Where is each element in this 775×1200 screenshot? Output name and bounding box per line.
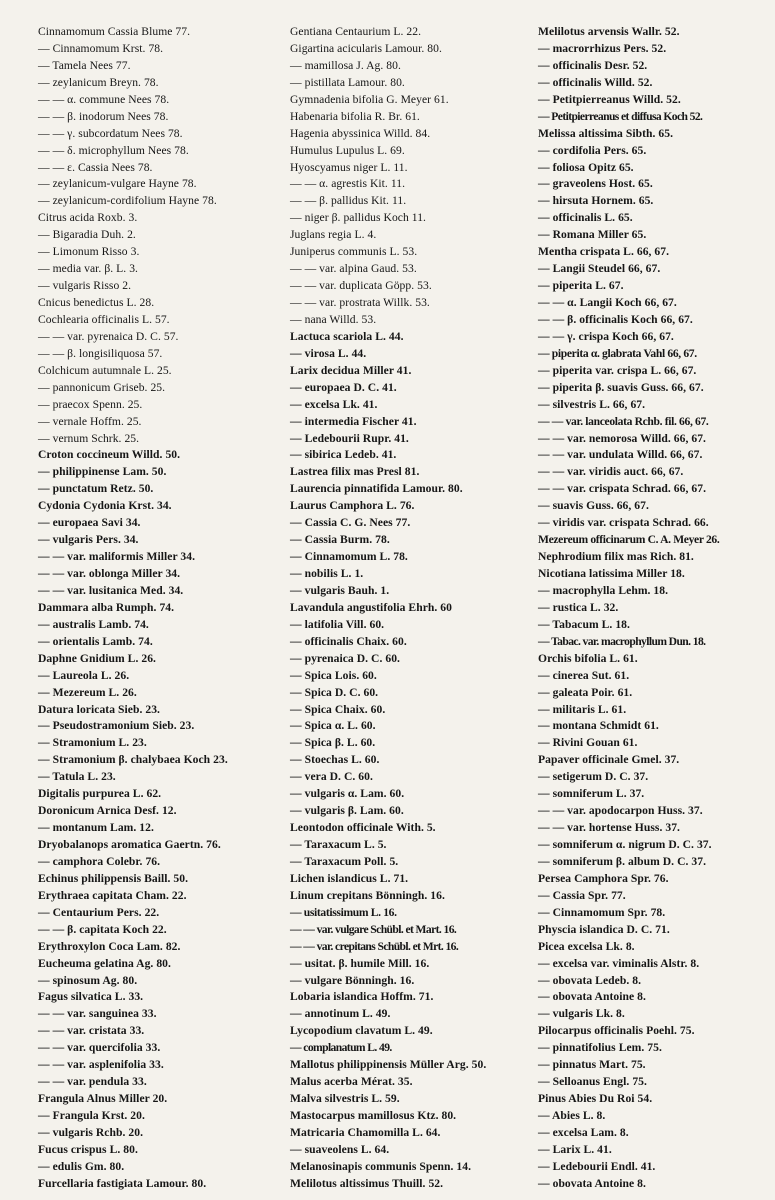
index-entry: — Stramonium L. 23. <box>38 736 147 750</box>
index-entry: — media var. β. L. 3. <box>38 262 138 276</box>
index-column-3 <box>538 24 766 1200</box>
index-entry: — Frangula Krst. 20. <box>38 1109 145 1122</box>
index-entry: Gymnadenia bifolia G. Meyer 61. <box>290 92 449 106</box>
index-entry: — philippinense Lam. 50. <box>38 465 167 479</box>
index-entry: — Limonum Risso 3. <box>38 245 140 259</box>
index-entry: — Taraxacum Poll. 5. <box>290 854 399 868</box>
index-entry: — Selloanus Engl. 75. <box>538 1075 647 1089</box>
index-entry: Mallotus philippinensis Müller Arg. 50. <box>290 1058 487 1072</box>
index-entry: Citrus acida Roxb. 3. <box>38 211 138 225</box>
index-entry: — camphora Colebr. 76. <box>38 854 161 868</box>
index-entry: — zeylanicum Breyn. 78. <box>38 75 159 89</box>
index-entry: — Stramonium β. chalybaea Koch 23. <box>38 753 228 767</box>
index-entry: — nobilis L. 1. <box>290 567 364 580</box>
index-entry: — spinosum Ag. 80. <box>38 973 138 987</box>
index-entry: Gentiana Centaurium L. 22. <box>290 25 422 38</box>
index-entry: — cinerea Sut. 61. <box>538 668 630 682</box>
index-entry: Mentha crispata L. 66, 67. <box>538 245 670 259</box>
index-entry: — — ε. Cassia Nees 78. <box>38 160 153 174</box>
index-entry: — Spica Lois. 60. <box>290 668 377 682</box>
index-entry: Orchis bifolia L. 61. <box>538 651 638 665</box>
index-entry: Leontodon officinale With. 5. <box>290 821 436 835</box>
index-entry: — Spica D. C. 60. <box>290 685 379 699</box>
index-entry: Pinus Abies Du Roi 54. <box>538 1092 653 1106</box>
index-entry: — officinalis Willd. 52. <box>538 75 653 89</box>
index-entry: — excelsa var. viminalis Alstr. 8. <box>538 956 700 970</box>
index-entry: — piperita β. suavis Guss. 66, 67. <box>538 380 704 394</box>
index-entry: — graveolens Host. 65. <box>538 177 653 191</box>
index-entry: — foliosa Opitz 65. <box>538 160 634 174</box>
index-entry: — praecox Spenn. 25. <box>38 397 143 411</box>
index-entry: — — var. undulata Willd. 66, 67. <box>538 448 703 462</box>
index-entry: — piperita L. 67. <box>538 279 624 293</box>
index-entry: — montanum Lam. 12. <box>38 821 154 835</box>
index-entry: — officinalis Desr. 52. <box>538 58 648 72</box>
index-entry: — Petitpierreanus et diffusa Koch 52. <box>538 109 703 123</box>
index-entry: — — var. vulgare Schübl. et Mart. 16. <box>290 922 457 936</box>
index-entry: — — δ. microphyllum Nees 78. <box>38 143 189 157</box>
index-entry: Lastrea filix mas Presl 81. <box>290 465 420 479</box>
index-entry: Datura loricata Sieb. 23. <box>38 702 161 716</box>
index-entry: — Tamela Nees 77. <box>38 58 131 72</box>
index-entry: — — var. duplicata Göpp. 53. <box>290 279 432 293</box>
index-entry: Fucus crispus L. 80. <box>38 1142 138 1156</box>
index-entry: — — α. commune Nees 78. <box>38 92 170 106</box>
index-entry: — — var. lusitanica Med. 34. <box>38 583 184 597</box>
index-entry: Cochlearia officinalis L. 57. <box>38 312 170 326</box>
index-entry: — Spica α. L. 60. <box>290 719 376 733</box>
index-entry: — officinalis Chaix. 60. <box>290 634 407 648</box>
index-entry: Colchicum autumnale L. 25. <box>38 363 172 377</box>
index-entry: — — var. viridis auct. 66, 67. <box>538 465 684 479</box>
index-entry: — — γ. subcordatum Nees 78. <box>38 126 183 140</box>
index-entry: — Tabac. var. macrophyllum Dun. 18. <box>538 634 706 648</box>
index-entry: — intermedia Fischer 41. <box>290 414 417 428</box>
index-entry: Cnicus benedictus L. 28. <box>38 296 155 309</box>
index-entry: — somniferum α. nigrum D. C. 37. <box>538 838 712 851</box>
index-entry: — rustica L. 32. <box>538 600 619 614</box>
index-entry: — — var. alpina Gaud. 53. <box>290 262 417 276</box>
index-entry: — — var. crispata Schrad. 66, 67. <box>538 482 707 496</box>
index-entry: — latifolia Vill. 60. <box>290 617 385 631</box>
index-entry: — — β. officinalis Koch 66, 67. <box>538 312 693 326</box>
index-entry: — obovata Antoine 8. <box>538 990 646 1004</box>
index-entry: Juniperus communis L. 53. <box>290 245 418 259</box>
index-entry: — nana Willd. 53. <box>290 312 377 326</box>
index-entry: — Cassia Spr. 77. <box>538 888 626 902</box>
index-entry: — vera D. C. 60. <box>290 770 373 784</box>
index-entry: — — var. lanceolata Rchb. fil. 66, 67. <box>538 414 709 428</box>
index-entry: — pinnatus Mart. 75. <box>538 1058 646 1072</box>
index-entry: Lavandula angustifolia Ehrh. 60 <box>290 600 452 614</box>
index-entry: Nephrodium filix mas Rich. 81. <box>538 550 694 564</box>
index-entry: — viridis var. crispata Schrad. 66. <box>538 516 709 530</box>
entry-list <box>290 24 538 1193</box>
index-entry: — — var. quercifolia 33. <box>38 1041 161 1055</box>
index-entry: Linum crepitans Bönningh. 16. <box>290 888 445 902</box>
index-entry: — excelsa Lk. 41. <box>290 397 378 411</box>
index-entry: Melilotus altissimus Thuill. 52. <box>290 1176 444 1190</box>
index-entry: — obovata Ledeb. 8. <box>538 973 642 987</box>
index-entry: — piperita α. glabrata Vahl 66, 67. <box>538 346 697 360</box>
index-entry: Laurencia pinnatifida Lamour. 80. <box>290 482 463 496</box>
index-entry: — vulgaris Lk. 8. <box>538 1007 625 1021</box>
index-entry: — — β. capitata Koch 22. <box>38 922 167 936</box>
index-entry: — Taraxacum L. 5. <box>290 838 387 851</box>
index-entry: Mastocarpus mamillosus Ktz. 80. <box>290 1109 457 1122</box>
index-entry: Erythroxylon Coca Lam. 82. <box>38 939 181 953</box>
index-entry: Nicotiana latissima Miller 18. <box>538 567 685 580</box>
index-entry: — Cinnamomum Krst. 78. <box>38 41 164 55</box>
index-entry: — — var. pendula 33. <box>38 1075 147 1089</box>
index-entry: — silvestris L. 66, 67. <box>538 397 646 411</box>
index-entry: — Laureola L. 26. <box>38 668 130 682</box>
index-entry: — niger β. pallidus Koch 11. <box>290 211 426 225</box>
index-entry: Persea Camphora Spr. 76. <box>538 871 669 885</box>
index-entry: — zeylanicum-vulgare Hayne 78. <box>38 177 197 191</box>
index-entry: Fagus silvatica L. 33. <box>38 990 144 1004</box>
index-entry: — pyrenaica D. C. 60. <box>290 651 401 665</box>
index-entry: — pinnatifolius Lem. 75. <box>538 1041 662 1055</box>
index-entry: — somniferum L. 37. <box>538 787 645 801</box>
index-entry: Croton coccineum Willd. 50. <box>38 448 181 462</box>
index-entry: Cinnamomum Cassia Blume 77. <box>38 25 191 38</box>
index-entry: — — β. inodorum Nees 78. <box>38 109 169 123</box>
index-entry: — punctatum Retz. 50. <box>38 482 154 496</box>
index-entry: — — var. prostrata Willk. 53. <box>290 296 430 309</box>
index-entry: — montana Schmidt 61. <box>538 719 659 733</box>
index-entry: — — var. cristata 33. <box>38 1024 145 1038</box>
index-entry: — — β. longisiliquosa 57. <box>38 346 163 360</box>
index-entry: — mamillosa J. Ag. 80. <box>290 58 401 72</box>
index-entry: — vulgaris β. Lam. 60. <box>290 804 404 818</box>
index-entry: Laurus Camphora L. 76. <box>290 499 415 513</box>
index-entry: Melilotus arvensis Wallr. 52. <box>538 25 680 38</box>
index-entry: — vulgare Bönningh. 16. <box>290 973 415 987</box>
index-entry: Lobaria islandica Hoffm. 71. <box>290 990 434 1004</box>
index-entry: Digitalis purpurea L. 62. <box>38 787 162 801</box>
index-entry: — sibirica Ledeb. 41. <box>290 448 397 462</box>
index-entry: — Ledebourii Rupr. 41. <box>290 431 409 445</box>
index-entry: — — var. pyrenaica D. C. 57. <box>38 329 179 343</box>
index-entry: — orientalis Lamb. 74. <box>38 634 153 648</box>
index-entry: Furcellaria fastigiata Lamour. 80. <box>38 1176 207 1190</box>
index-entry: — Rivini Gouan 61. <box>538 736 638 750</box>
index-entry: Lichen islandicus L. 71. <box>290 871 409 885</box>
index-entry: — — var. apodocarpon Huss. 37. <box>538 804 703 818</box>
index-entry: Echinus philippensis Baill. 50. <box>38 871 189 885</box>
index-entry: Eucheuma gelatina Ag. 80. <box>38 956 171 970</box>
index-entry: — pistillata Lamour. 80. <box>290 75 405 89</box>
index-entry: — — var. oblonga Miller 34. <box>38 567 181 580</box>
index-entry: — — var. hortense Huss. 37. <box>538 821 680 835</box>
index-entry: Humulus Lupulus L. 69. <box>290 143 405 157</box>
index-entry: — — var. maliformis Miller 34. <box>38 550 196 564</box>
index-entry: — Tabacum L. 18. <box>538 617 630 631</box>
index-entry: — piperita var. crispa L. 66, 67. <box>538 363 697 377</box>
index-entry: Pilocarpus officinalis Poehl. 75. <box>538 1024 695 1038</box>
index-entry: — cordifolia Pers. 65. <box>538 143 647 157</box>
index-entry: — — α. Langii Koch 66, 67. <box>538 296 677 309</box>
index-entry: — suaveolens L. 64. <box>290 1142 390 1156</box>
index-entry: — suavis Guss. 66, 67. <box>538 499 649 513</box>
index-entry: — usitatissimum L. 16. <box>290 905 397 919</box>
index-entry: Dryobalanops aromatica Gaertn. 76. <box>38 838 221 851</box>
index-entry: — pannonicum Griseb. 25. <box>38 380 166 394</box>
index-entry: Juglans regia L. 4. <box>290 228 377 242</box>
index-entry: — zeylanicum-cordifolium Hayne 78. <box>38 194 217 208</box>
index-entry: — Tatula L. 23. <box>38 770 116 784</box>
index-entry: — militaris L. 61. <box>538 702 627 716</box>
index-entry: — somniferum β. album D. C. 37. <box>538 854 707 868</box>
index-entry: Melanosinapis communis Spenn. 14. <box>290 1159 472 1173</box>
index-entry: Daphne Gnidium L. 26. <box>38 651 156 665</box>
index-entry: — — var. nemorosa Willd. 66, 67. <box>538 431 707 445</box>
index-entry: — europaea D. C. 41. <box>290 380 397 394</box>
index-entry: Cydonia Cydonia Krst. 34. <box>38 499 172 513</box>
index-entry: — Cassia C. G. Nees 77. <box>290 516 411 530</box>
index-entry: Malus acerba Mérat. 35. <box>290 1075 413 1089</box>
index-entry: Erythraea capitata Cham. 22. <box>38 888 187 902</box>
index-entry: — — var. sanguinea 33. <box>38 1007 157 1021</box>
index-column-2 <box>290 24 538 1200</box>
index-entry: — Langii Steudel 66, 67. <box>538 262 661 276</box>
index-entry: — vernale Hoffm. 25. <box>38 414 142 428</box>
index-entry: — vulgaris Bauh. 1. <box>290 583 390 597</box>
index-entry: Lycopodium clavatum L. 49. <box>290 1024 433 1038</box>
index-entry: Hyoscyamus niger L. 11. <box>290 160 408 174</box>
index-entry: — Romana Miller 65. <box>538 228 647 242</box>
index-entry: — officinalis L. 65. <box>538 211 633 225</box>
index-entry: — setigerum D. C. 37. <box>538 770 649 784</box>
index-entry: — annotinum L. 49. <box>290 1007 391 1021</box>
entry-list <box>38 24 290 1193</box>
index-entry: — edulis Gm. 80. <box>38 1159 125 1173</box>
index-entry: — — α. agrestis Kit. 11. <box>290 177 406 191</box>
index-entry: — australis Lamb. 74. <box>38 617 149 631</box>
index-entry: — Cinnamomum Spr. 78. <box>538 905 666 919</box>
index-entry: — vulgaris Risso 2. <box>38 279 132 293</box>
index-entry: Larix decidua Miller 41. <box>290 363 412 377</box>
index-entry: — Cassia Burm. 78. <box>290 533 390 547</box>
index-entry: — vernum Schrk. 25. <box>38 431 140 445</box>
index-entry: — hirsuta Hornem. 65. <box>538 194 654 208</box>
index-entry: Doronicum Arnica Desf. 12. <box>38 804 177 818</box>
index-entry: Hagenia abyssinica Willd. 84. <box>290 126 431 140</box>
index-entry: — virosa L. 44. <box>290 346 367 360</box>
index-entry: Melissa altissima Sibth. 65. <box>538 126 674 140</box>
index-entry: — vulgaris Rchb. 20. <box>38 1125 144 1139</box>
index-entry: — usitat. β. humile Mill. 16. <box>290 956 430 970</box>
index-entry: — macrophylla Lehm. 18. <box>538 583 669 597</box>
index-entry: — excelsa Lam. 8. <box>538 1125 629 1139</box>
index-entry: — Spica β. L. 60. <box>290 736 376 750</box>
index-entry: Habenaria bifolia R. Br. 61. <box>290 109 420 123</box>
index-entry: — Cinnamomum L. 78. <box>290 550 408 564</box>
index-entry: — Centaurium Pers. 22. <box>38 905 160 919</box>
index-entry: Dammara alba Rumph. 74. <box>38 600 175 614</box>
index-entry: — vulgaris Pers. 34. <box>38 533 139 547</box>
index-entry: — Bigaradia Duh. 2. <box>38 228 136 242</box>
index-entry: — galeata Poir. 61. <box>538 685 633 699</box>
index-entry: Physcia islandica D. C. 71. <box>538 922 670 936</box>
index-entry: Picea excelsa Lk. 8. <box>538 939 635 953</box>
index-entry: Frangula Alnus Miller 20. <box>38 1092 168 1106</box>
index-entry: — — β. pallidus Kit. 11. <box>290 194 407 208</box>
index-entry: — Mezereum L. 26. <box>38 685 137 699</box>
index-entry: Mezereum officinarum C. A. Meyer 26. <box>538 533 720 547</box>
index-entry: — complanatum L. 49. <box>290 1041 392 1055</box>
index-column-1 <box>38 24 290 1200</box>
index-entry: — Abies L. 8. <box>538 1109 606 1122</box>
index-entry: — — γ. crispa Koch 66, 67. <box>538 329 674 343</box>
index-entry: Lactuca scariola L. 44. <box>290 329 404 343</box>
index-entry: Matricaria Chamomilla L. 64. <box>290 1125 441 1139</box>
index-entry: — obovata Antoine 8. <box>538 1176 646 1190</box>
index-entry: — Petitpierreanus Willd. 52. <box>538 92 681 106</box>
index-entry: — Larix L. 41. <box>538 1142 612 1156</box>
index-entry: — vulgaris α. Lam. 60. <box>290 787 405 801</box>
index-entry: Malva silvestris L. 59. <box>290 1092 400 1106</box>
index-entry: — Pseudostramonium Sieb. 23. <box>38 719 195 733</box>
index-entry: Papaver officinale Gmel. 37. <box>538 753 680 767</box>
index-entry: — Spica Chaix. 60. <box>290 702 386 716</box>
index-entry: — — var. crepitans Schübl. et Mrt. 16. <box>290 939 459 953</box>
index-entry: — macrorrhizus Pers. 52. <box>538 41 667 55</box>
index-entry: — Stoechas L. 60. <box>290 753 380 767</box>
index-entry: — Ledebourii Endl. 41. <box>538 1159 656 1173</box>
index-entry: — — var. asplenifolia 33. <box>38 1058 164 1072</box>
index-entry: Gigartina acicularis Lamour. 80. <box>290 41 442 55</box>
index-entry: — europaea Savi 34. <box>38 516 141 530</box>
entry-list <box>538 24 766 1193</box>
